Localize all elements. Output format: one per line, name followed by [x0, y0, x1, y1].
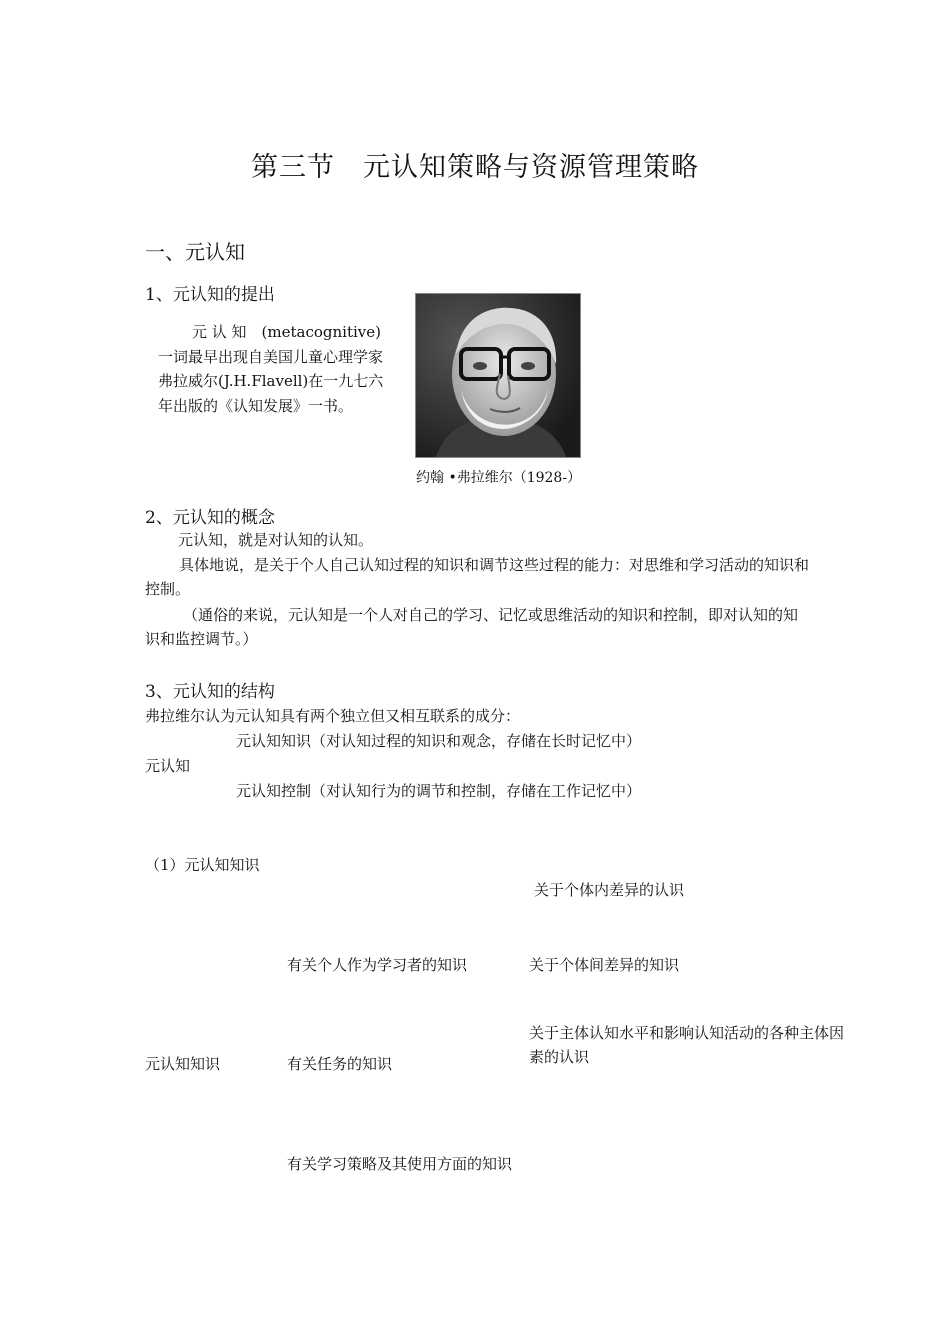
structure-root: 元认知	[145, 757, 191, 775]
branch-task-knowledge: 有关任务的知识	[287, 1055, 393, 1073]
intro-rest: 一词最早出现自美国儿童心理学家弗拉威尔(J.H.Flavell)在一九七六年出版的《认知发展》一书。	[158, 347, 384, 415]
structure-branch-knowledge: 元认知知识（对认知过程的知识和观念，存储在长时记忆中）	[236, 732, 642, 750]
concept-plain-explanation: （通俗的来说，元认知是一个人对自己的学习、记忆或思维活动的知识和控制，即对认知的知识和监控调节。）	[145, 606, 799, 648]
leaf-subject-factors: 关于主体认知水平和影响认知活动的各种主体因素的认识	[529, 1024, 845, 1066]
subsection-heading-3: 3、元认知的结构	[145, 682, 275, 702]
tree-root-metacognitive-knowledge: 元认知知识	[145, 1055, 221, 1073]
intro-paragraph	[158, 320, 390, 418]
part1-heading: （1）元认知知识	[145, 856, 260, 874]
portrait-photo	[416, 294, 580, 457]
leaf-intra-individual: 关于个体内差异的认识	[534, 881, 685, 899]
concept-detail: 具体地说，是关于个人自己认知过程的知识和调节这些过程的能力：对思维和学习活动的知识和控制。	[145, 556, 810, 598]
structure-intro: 弗拉维尔认为元认知具有两个独立但又相互联系的成分：	[145, 707, 521, 725]
leaf-inter-individual: 关于个体间差异的知识	[529, 956, 680, 974]
subsection-heading-1: 1、元认知的提出	[145, 285, 275, 305]
concept-definition: 元认知，就是对认知的认知。	[178, 531, 374, 549]
photo-caption: 约翰 •弗拉维尔（1928-）	[416, 470, 582, 486]
section-heading: 一、元认知	[145, 240, 245, 264]
intro-first-line: 元 认 知 (metacognitive)	[192, 323, 381, 341]
subsection-heading-2: 2、元认知的概念	[145, 508, 275, 528]
page-title: 第三节 元认知策略与资源管理策略	[251, 152, 699, 183]
branch-strategy-knowledge: 有关学习策略及其使用方面的知识	[287, 1155, 513, 1173]
structure-branch-control: 元认知控制（对认知行为的调节和控制，存储在工作记忆中）	[236, 782, 642, 800]
flavell-portrait	[415, 293, 581, 458]
branch-person-knowledge: 有关个人作为学习者的知识	[287, 956, 468, 974]
